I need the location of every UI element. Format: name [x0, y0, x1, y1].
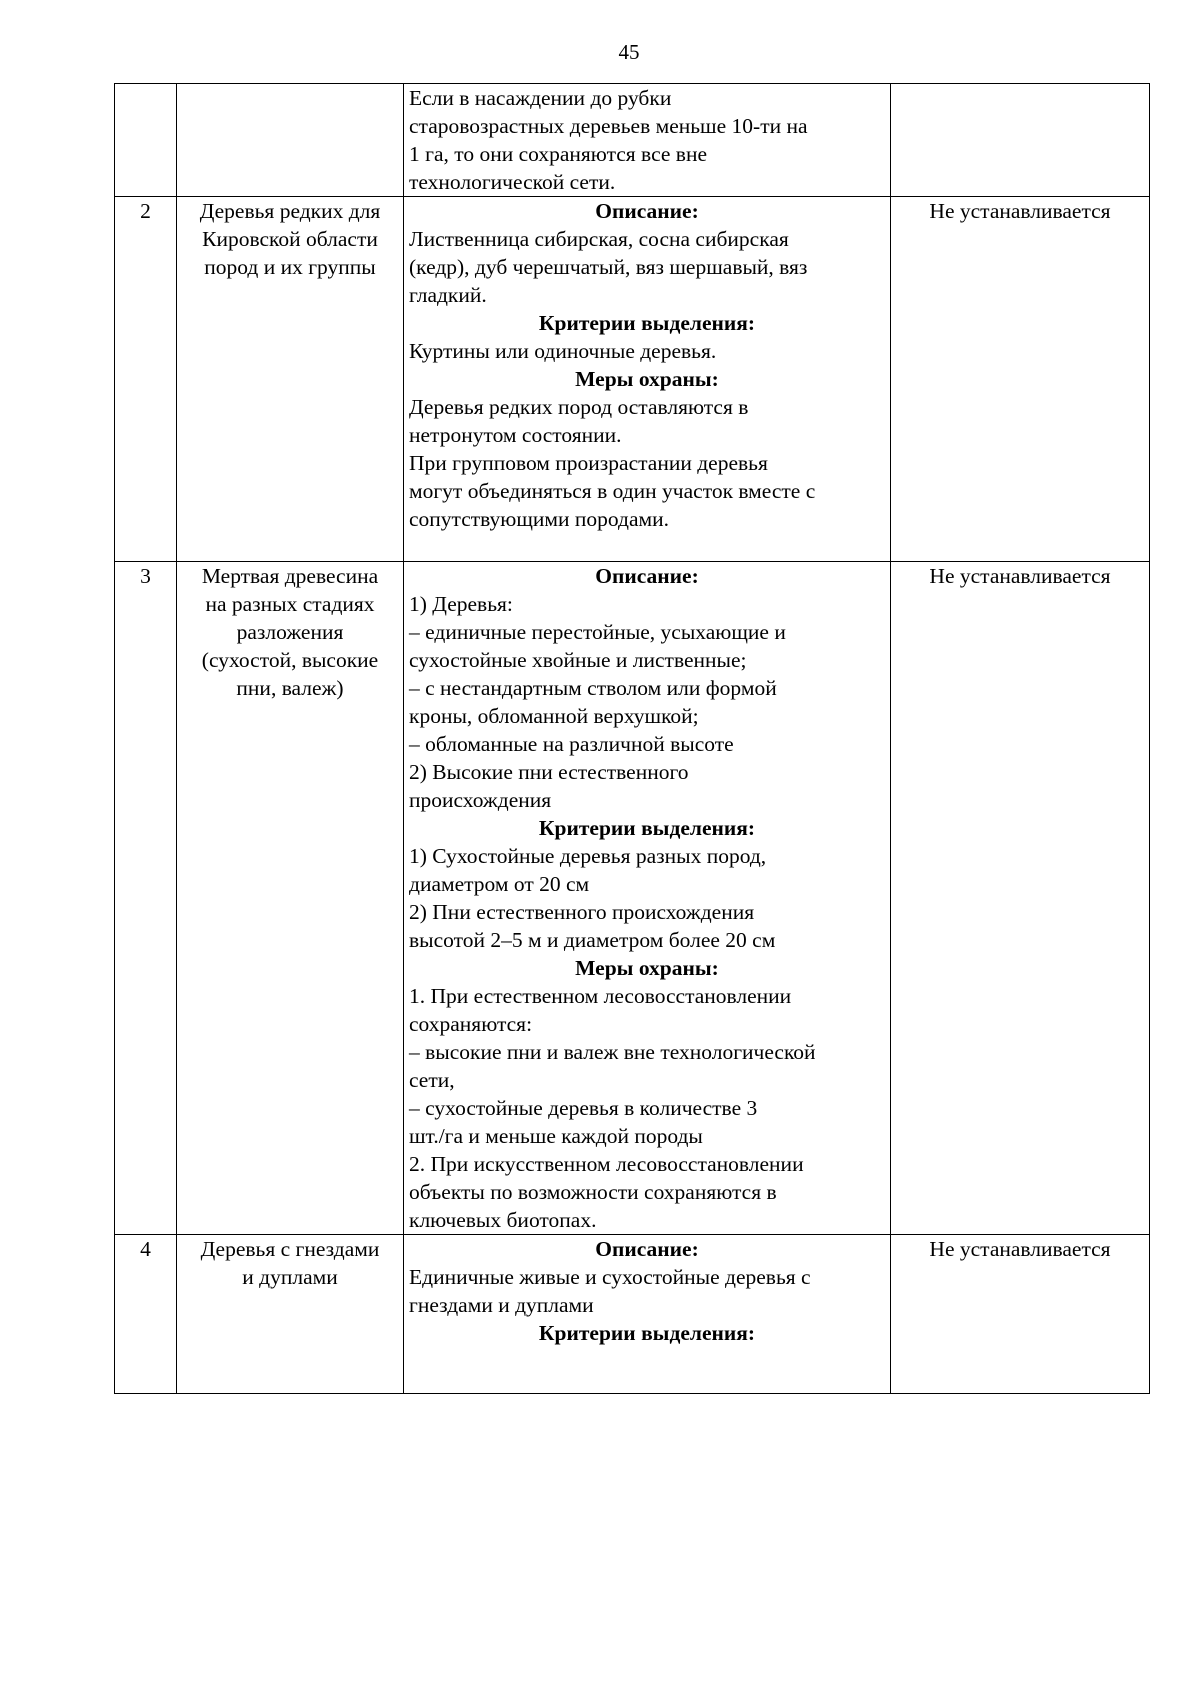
description-line: 2. При искусственном лесовосстановлении — [409, 1152, 804, 1176]
row-number: 3 — [140, 564, 151, 588]
description-line: Единичные живые и сухостойные деревья с — [409, 1265, 811, 1289]
row-number-cell — [115, 1235, 177, 1394]
description-line: объекты по возможности сохраняются в — [409, 1180, 777, 1204]
description-line: – с нестандартным стволом или формой — [409, 676, 777, 700]
description-line: ключевых биотопах. — [409, 1208, 597, 1232]
object-name-line: (сухостой, высокие — [201, 648, 379, 672]
section-heading: Критерии выделения: — [538, 816, 756, 840]
description-line: высотой 2–5 м и диаметром более 20 см — [409, 928, 776, 952]
term-cell — [891, 1235, 1150, 1394]
row-number-cell — [115, 197, 177, 562]
row-number-cell — [115, 562, 177, 1235]
description-line: – высокие пни и валеж вне технологической — [409, 1040, 816, 1064]
table-row — [115, 562, 1150, 1235]
object-name-line: и дуплами — [242, 1265, 338, 1289]
description-line: шт./га и меньше каждой породы — [409, 1124, 703, 1148]
description-line: (кедр), дуб черешчатый, вяз шершавый, вяз — [409, 255, 808, 279]
object-name-line: разложения — [236, 620, 344, 644]
term-value: Не устанавливается — [929, 564, 1111, 588]
description-line: старовозрастных деревьев меньше 10-ти на — [409, 114, 808, 138]
object-name-line: на разных стадиях — [205, 592, 375, 616]
description-line: диаметром от 20 см — [409, 872, 590, 896]
description-line: сохраняются: — [409, 1012, 533, 1036]
description-line: – единичные перестойные, усыхающие и — [409, 620, 786, 644]
description-line: 1) Сухостойные деревья разных пород, — [409, 844, 767, 868]
description-line: 2) Высокие пни естественного — [409, 760, 689, 784]
object-name-line: пород и их группы — [204, 255, 376, 279]
term-value: Не устанавливается — [929, 1237, 1111, 1261]
description-line: могут объединяться в один участок вместе с — [409, 479, 816, 503]
description-line: Если в насаждении до рубки — [409, 86, 672, 110]
description-line: гладкий. — [409, 283, 487, 307]
description-line: 2) Пни естественного происхождения — [409, 900, 755, 924]
object-name-line: Деревья редких для — [199, 199, 381, 223]
description-line: нетронутом состоянии. — [409, 423, 622, 447]
description-line: кроны, обломанной верхушкой; — [409, 704, 699, 728]
description-cell — [404, 562, 891, 1235]
row-number-cell — [115, 84, 177, 197]
row-number: 4 — [140, 1237, 151, 1261]
description-line: 1. При естественном лесовосстановлении — [409, 984, 792, 1008]
term-cell — [891, 197, 1150, 562]
table-row — [115, 197, 1150, 562]
description-line: происхождения — [409, 788, 552, 812]
description-line: сопутствующими породами. — [409, 507, 670, 531]
row-number: 2 — [140, 199, 151, 223]
description-cell — [404, 197, 891, 562]
section-heading: Описание: — [595, 1237, 699, 1261]
description-cell — [404, 84, 891, 197]
object-name-line: Кировской области — [202, 227, 378, 251]
section-heading: Критерии выделения: — [538, 311, 756, 335]
description-cell — [404, 1235, 891, 1394]
section-heading: Меры охраны: — [575, 956, 719, 980]
description-line: гнездами и дуплами — [409, 1293, 594, 1317]
table-row — [115, 84, 1150, 197]
term-value: Не устанавливается — [929, 199, 1111, 223]
table-row — [115, 1235, 1150, 1394]
description-line: При групповом произрастании деревья — [409, 451, 768, 475]
object-name-cell — [177, 562, 404, 1235]
description-line: технологической сети. — [409, 170, 616, 194]
description-line: 1 га, то они сохраняются все вне — [409, 142, 707, 166]
object-name-cell — [177, 1235, 404, 1394]
object-name-line: Мертвая древесина — [201, 564, 379, 588]
object-name-cell — [177, 84, 404, 197]
description-line: сети, — [409, 1068, 455, 1092]
object-name-cell — [177, 197, 404, 562]
description-line: – обломанные на различной высоте — [409, 732, 734, 756]
section-heading: Меры охраны: — [575, 367, 719, 391]
table-body — [115, 84, 1150, 1394]
section-heading: Критерии выделения: — [538, 1321, 756, 1345]
description-line: – сухостойные деревья в количестве 3 — [409, 1096, 758, 1120]
object-name-line: Деревья с гнездами — [200, 1237, 380, 1261]
document-table — [114, 83, 1150, 1394]
description-line: Куртины или одиночные деревья. — [409, 339, 717, 363]
description-line: 1) Деревья: — [409, 592, 513, 616]
description-line: сухостойные хвойные и лиственные; — [409, 648, 747, 672]
term-cell — [891, 84, 1150, 197]
section-heading: Описание: — [595, 564, 699, 588]
description-line: Деревья редких пород оставляются в — [409, 395, 749, 419]
description-line: Лиственница сибирская, сосна сибирская — [409, 227, 789, 251]
section-heading: Описание: — [595, 199, 699, 223]
term-cell — [891, 562, 1150, 1235]
object-name-line: пни, валеж) — [236, 676, 344, 700]
page-number: 45 — [618, 40, 640, 64]
